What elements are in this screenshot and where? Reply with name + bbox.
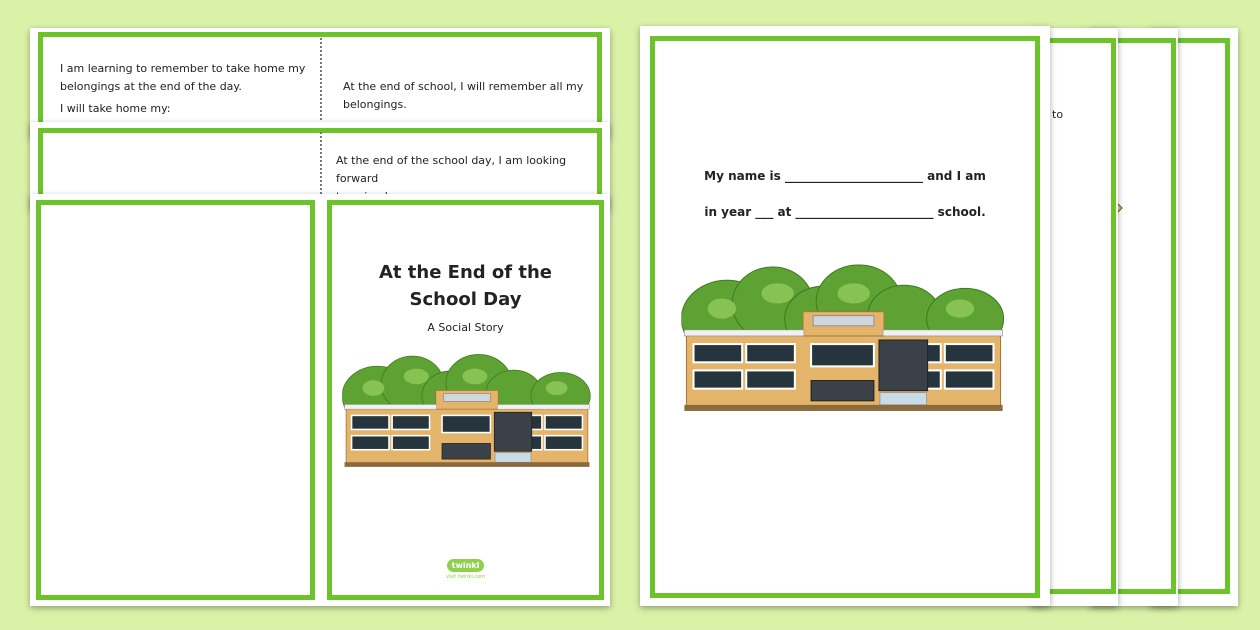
- logo-wordmark: twinkl: [447, 559, 485, 572]
- school-illustration: [342, 353, 592, 470]
- year-school-line: in year ___ at _______________________ school.: [704, 205, 986, 219]
- text-line: I am learning to remember to take home my: [60, 62, 306, 75]
- school-illustration: [681, 263, 1006, 415]
- left-text-block: [60, 60, 320, 118]
- page-sheet-front: [640, 26, 1050, 606]
- twinkl-logo: [332, 553, 599, 580]
- title-line: At the End of the: [378, 262, 553, 283]
- peek-text: to: [1052, 108, 1064, 121]
- fold-line: [320, 132, 322, 202]
- title-line: School Day: [409, 289, 522, 310]
- logo-url: visit twinkl.com: [445, 574, 486, 580]
- text-line: belongings.: [343, 98, 407, 111]
- text-line: I will take home my:: [60, 102, 171, 115]
- text-line: belongings at the end of the day.: [60, 80, 242, 93]
- page-sheet-cover: [30, 194, 610, 606]
- fold-line: [320, 38, 322, 128]
- text-line: At the end of school, I will remember all my: [343, 80, 584, 93]
- cover-title: [332, 259, 599, 313]
- right-text-block: [343, 78, 603, 114]
- cover-page-frame: [327, 200, 604, 600]
- blank-page-frame: [36, 200, 315, 600]
- cover-subtitle: A Social Story: [427, 321, 504, 334]
- page-frame: [650, 36, 1040, 598]
- name-line: My name is _______________________ and I am: [704, 169, 986, 183]
- text-line: At the end of the school day, I am looking forward: [336, 154, 567, 185]
